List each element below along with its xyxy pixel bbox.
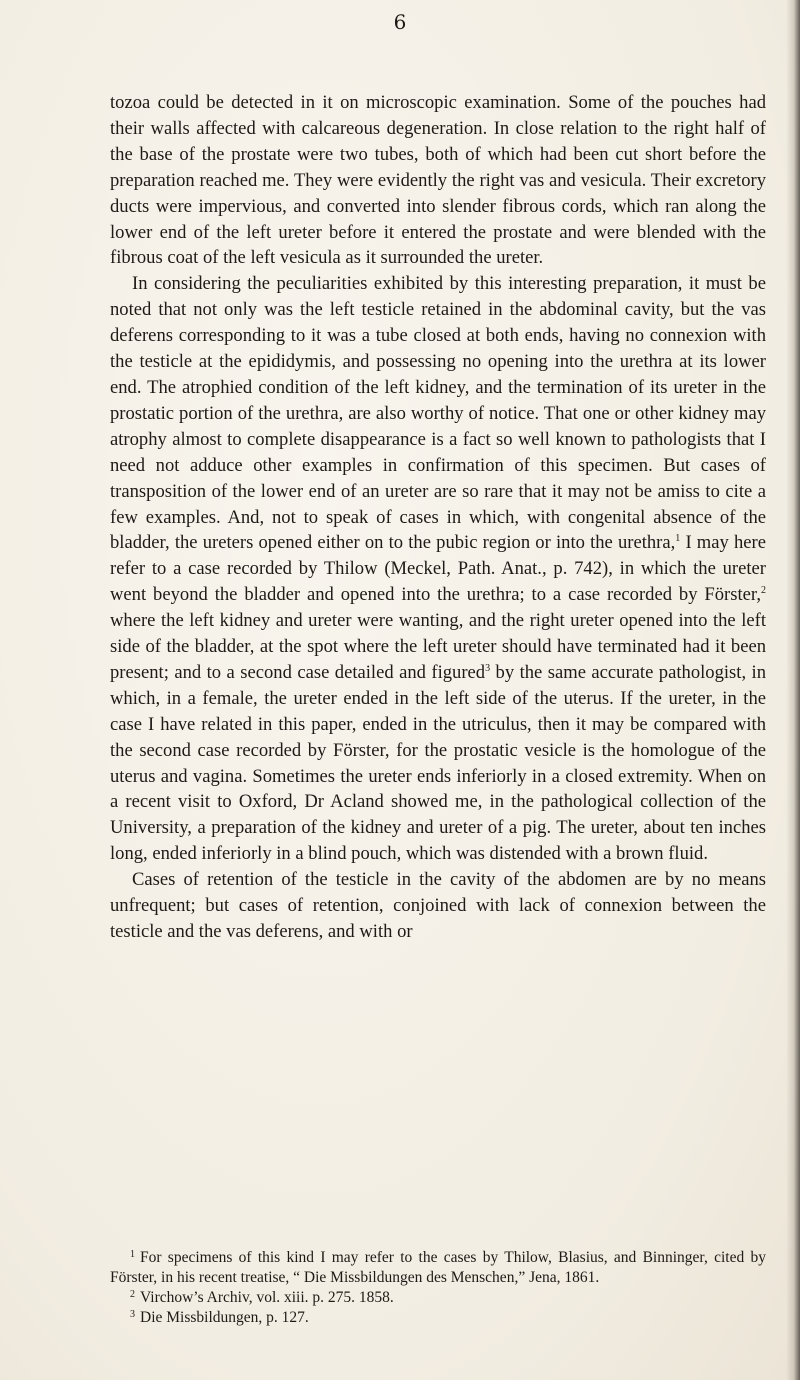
footnote-2 [110,1288,766,1308]
footnote-1-text: For specimens of this kind I may refer to the cases by Thilow, Blasius, and Binninger, cited by Förster, in his recent treatise, “ Die Missbildungen des Menschen,” Jena, 1861. [110,1249,766,1286]
footnote-ref-1: 1 [675,533,681,545]
page-number: 6 [393,10,407,34]
paragraph-2-text-b: I may here refer to a case recorded by Thilow (Meckel, Path. Anat., p. 742), in which the ureter went beyond the bladder and opened into the urethra; to a case recorded by Förster, [110,532,766,606]
paragraph-1 [110,90,766,271]
footnote-ref-2: 2 [761,585,766,597]
body-text [110,90,766,945]
footnote-2-mark: 2 [130,1289,135,1300]
footnote-1 [110,1248,766,1288]
footnote-3-mark: 3 [130,1309,135,1320]
paragraph-2-text-a: In considering the peculiarities exhibited by this interesting preparation, it must be noted that not only was the left testicle retained in the abdominal cavity, but the vas deferens corresponding to it was a tube closed at both ends, having no connexion with the testicle at the epididymis, and possessing no opening into the urethra at its lower end. The atrophied condition of the left kidney, and the termination of its ureter in the prostatic portion of the urethra, are also worthy of notice. That one or other kidney may atrophy almost to complete disappearance is a fact so well known to pathologists that I need not adduce other examples in confirmation of this specimen. But cases of transposition of the lower end of an ureter are so rare that it may not be amiss to cite a few examples. And, not to speak of cases in which, with congenital absence of the bladder, the ureters opened either on to the pubic region or into the urethra, [110,273,766,554]
footnote-1-mark: 1 [130,1249,135,1260]
paragraph-3-text: Cases of retention of the testicle in the cavity of the abdomen are by no means unfrequent; but cases of retention, conjoined with lack of connexion between the testicle and the vas deferens, and with or [110,869,766,942]
footnote-ref-3: 3 [485,662,491,674]
paragraph-2 [110,271,766,867]
footnote-2-text: Virchow’s Archiv, vol. xiii. p. 275. 1858. [140,1289,394,1306]
paragraph-3 [110,867,766,945]
paragraph-1-text: tozoa could be detected in it on microscopic examination. Some of the pouches had their walls affected with calcareous degeneration. In close relation to the right half of the base of the prostate were two tubes, both of which had been cut short before the preparation reached me. They were evidently the right vas and vesicula. Their excretory ducts were impervious, and converted into slender fibrous cords, which ran along the lower end of the left ureter before it entered the prostate and were blended with the fibrous coat of the left vesicula as it surrounded the ureter. [110,92,766,269]
paragraph-2-text-d: by the same accurate pathologist, in which, in a female, the ureter ended in the left side of the uterus. If the ureter, in the case I have related in this paper, ended in the utriculus, then it may be compared with the second case recorded by Förster, for the prostatic vesicle is the homologue of the uterus and vagina. Sometimes the ureter ends inferiorly in a closed extremity. When on a recent visit to Oxford, Dr Acland showed me, in the pathological collection of the University, a preparation of the kidney and ureter of a pig. The ureter, about ten inches long, ended inferiorly in a blind pouch, which was distended with a brown fluid. [110,661,767,865]
footnotes [110,1248,766,1328]
paragraph-2-text-c: where the left kidney and ureter were wanting, and the right ureter opened into the left side of the bladder, at the spot where the left ureter should have terminated had it been present; and to a second case detailed and figured [110,610,766,683]
footnote-3-text: Die Missbildungen, p. 127. [140,1309,309,1326]
page-edge-shadow [786,0,800,1380]
footnote-3 [110,1308,766,1328]
